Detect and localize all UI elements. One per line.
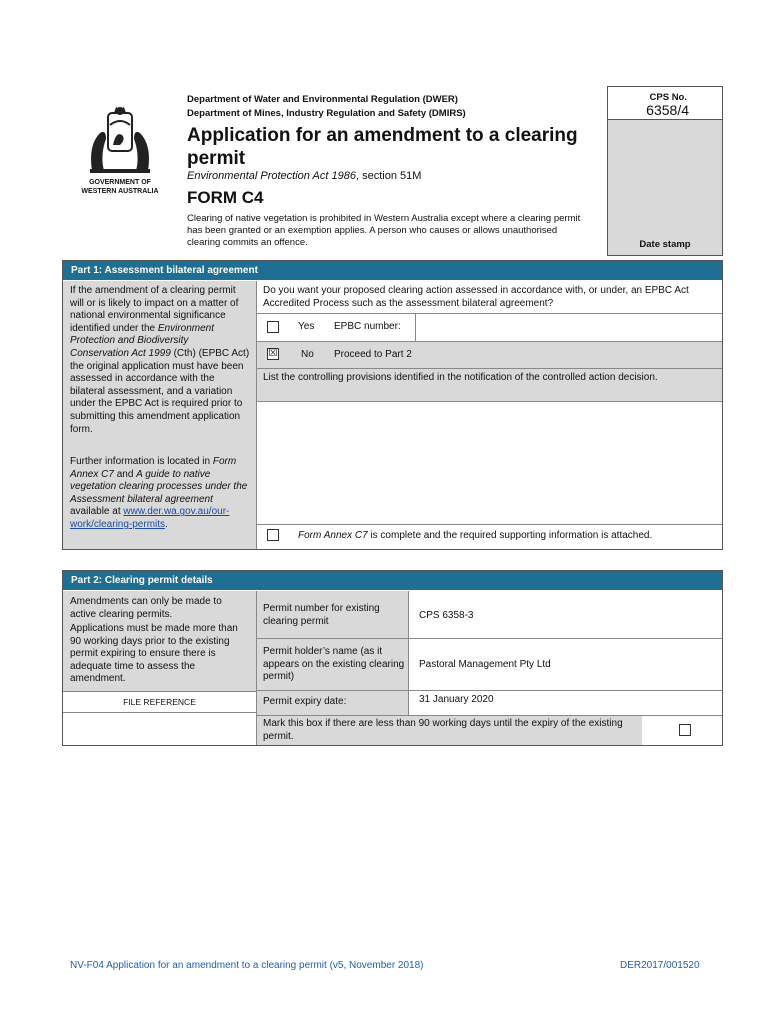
- part2-heading: Part 2: Clearing permit details: [63, 571, 722, 590]
- mark-box-label: Mark this box if there are less than 90 working days until the expiry of the existing permit.: [263, 718, 623, 742]
- controlling-provisions-field[interactable]: [257, 402, 722, 524]
- page-title: [187, 124, 597, 170]
- part2-section: [62, 570, 723, 746]
- gov-line1: GOVERNMENT OF: [89, 179, 151, 186]
- part2-info-1: Amendments can only be made to active clearing permits.: [70, 596, 222, 620]
- government-label: [70, 178, 170, 196]
- epbc-number-label: EPBC number:: [334, 321, 401, 332]
- expiry-date-value[interactable]: 31 January 2020: [419, 694, 494, 705]
- gov-line2: WESTERN AUSTRALIA: [81, 188, 159, 195]
- further-a: Further information is located in: [70, 456, 211, 467]
- clearing-permits-link[interactable]: www.der.wa.gov.au/our-work/clearing-permits: [70, 506, 230, 530]
- cps-date-stamp-box: [607, 86, 723, 256]
- act-name: Environmental Protection Act 1986: [187, 170, 356, 182]
- annex-rest: is complete and the required supporting information is attached.: [367, 530, 653, 541]
- cps-label: CPS No.: [649, 92, 687, 103]
- annex-statement: [298, 530, 652, 543]
- proceed-part2: Proceed to Part 2: [334, 349, 412, 360]
- info-text-b: (Cth) (EPBC Act) the original application must have been assessed in accordance with the bilateral assessment, and a variation under the EPBC Act is required prior to submitting this amendment application form.: [70, 347, 250, 435]
- cps-header: [608, 87, 722, 120]
- form-number: FORM C4: [187, 188, 264, 207]
- annex-name: Form Annex C7: [298, 530, 368, 541]
- annex-checkbox[interactable]: [267, 529, 279, 541]
- yes-checkbox[interactable]: [267, 321, 279, 333]
- link-end: .: [165, 518, 168, 530]
- wa-crest-logo: [70, 105, 170, 177]
- part2-info-2: Applications must be made more than 90 working days prior to the existing permit expiring to ensure there is adequate time to assess the amendment.: [70, 623, 238, 685]
- title-line2: permit: [187, 148, 246, 169]
- no-row: [257, 342, 722, 368]
- holder-name-label: Permit holder’s name (as it appears on the existing clearing permit): [263, 646, 405, 683]
- permit-number-label: Permit number for existing clearing permit: [263, 603, 380, 627]
- footer-reference: DER2017/001520: [620, 960, 700, 971]
- act-section: , section 51M: [355, 170, 422, 182]
- clearing-warning: Clearing of native vegetation is prohibited in Western Australia except where a clearing permit has been granted or an exemption applies. A person who causes or allows unauthorised clearing commits an offence.: [187, 213, 581, 248]
- further-and: and: [116, 468, 134, 480]
- part1-section: [62, 260, 723, 550]
- permit-number-value[interactable]: CPS 6358-3: [419, 610, 474, 621]
- department-names: [187, 93, 466, 121]
- expiry-date-label: Permit expiry date:: [263, 696, 347, 707]
- further-guide: A guide to native vegetation clearing processes under the Assessment bilateral agreement: [70, 468, 248, 505]
- no-label: No: [301, 349, 314, 360]
- holder-name-value[interactable]: Pastoral Management Pty Ltd: [419, 659, 551, 670]
- cps-number: 6358/4: [646, 102, 689, 118]
- dept-dwer: Department of Water and Environmental Regulation (DWER): [187, 94, 458, 105]
- act-reference: [187, 170, 421, 182]
- no-checkbox[interactable]: ☒: [268, 348, 278, 359]
- further-b: available at: [70, 506, 121, 518]
- date-stamp-label: Date stamp: [639, 239, 691, 250]
- part1-info-text: [70, 285, 250, 436]
- further-annex: Form Annex C7: [70, 456, 237, 480]
- part1-heading: Part 1: Assessment bilateral agreement: [63, 261, 722, 280]
- file-reference-label: FILE REFERENCE: [123, 697, 196, 707]
- part1-further-info: [70, 456, 250, 532]
- epbc-question: Do you want your proposed clearing action assessed in accordance with, or under, an EPBC Act Accredited Process such as the assessment bilateral agreement?: [263, 285, 689, 309]
- less-than-90-days-checkbox[interactable]: [679, 724, 691, 736]
- dept-dmirs: Department of Mines, Industry Regulation and Safety (DMIRS): [187, 108, 466, 119]
- epbc-number-field[interactable]: [416, 314, 722, 341]
- info-text-act: Environment Protection and Biodiversity Conservation Act 1999: [70, 322, 214, 359]
- yes-label: Yes: [298, 321, 315, 332]
- footer-form-title: NV-F04 Application for an amendment to a clearing permit (v5, November 2018): [70, 960, 424, 971]
- controlling-provisions-label: List the controlling provisions identified in the notification of the controlled action decision.: [263, 372, 658, 383]
- title-line1: Application for an amendment to a clearing: [187, 125, 578, 146]
- info-text-a: If the amendment of a clearing permit will or is likely to impact on a matter of national environmental significance identified under the: [70, 285, 239, 334]
